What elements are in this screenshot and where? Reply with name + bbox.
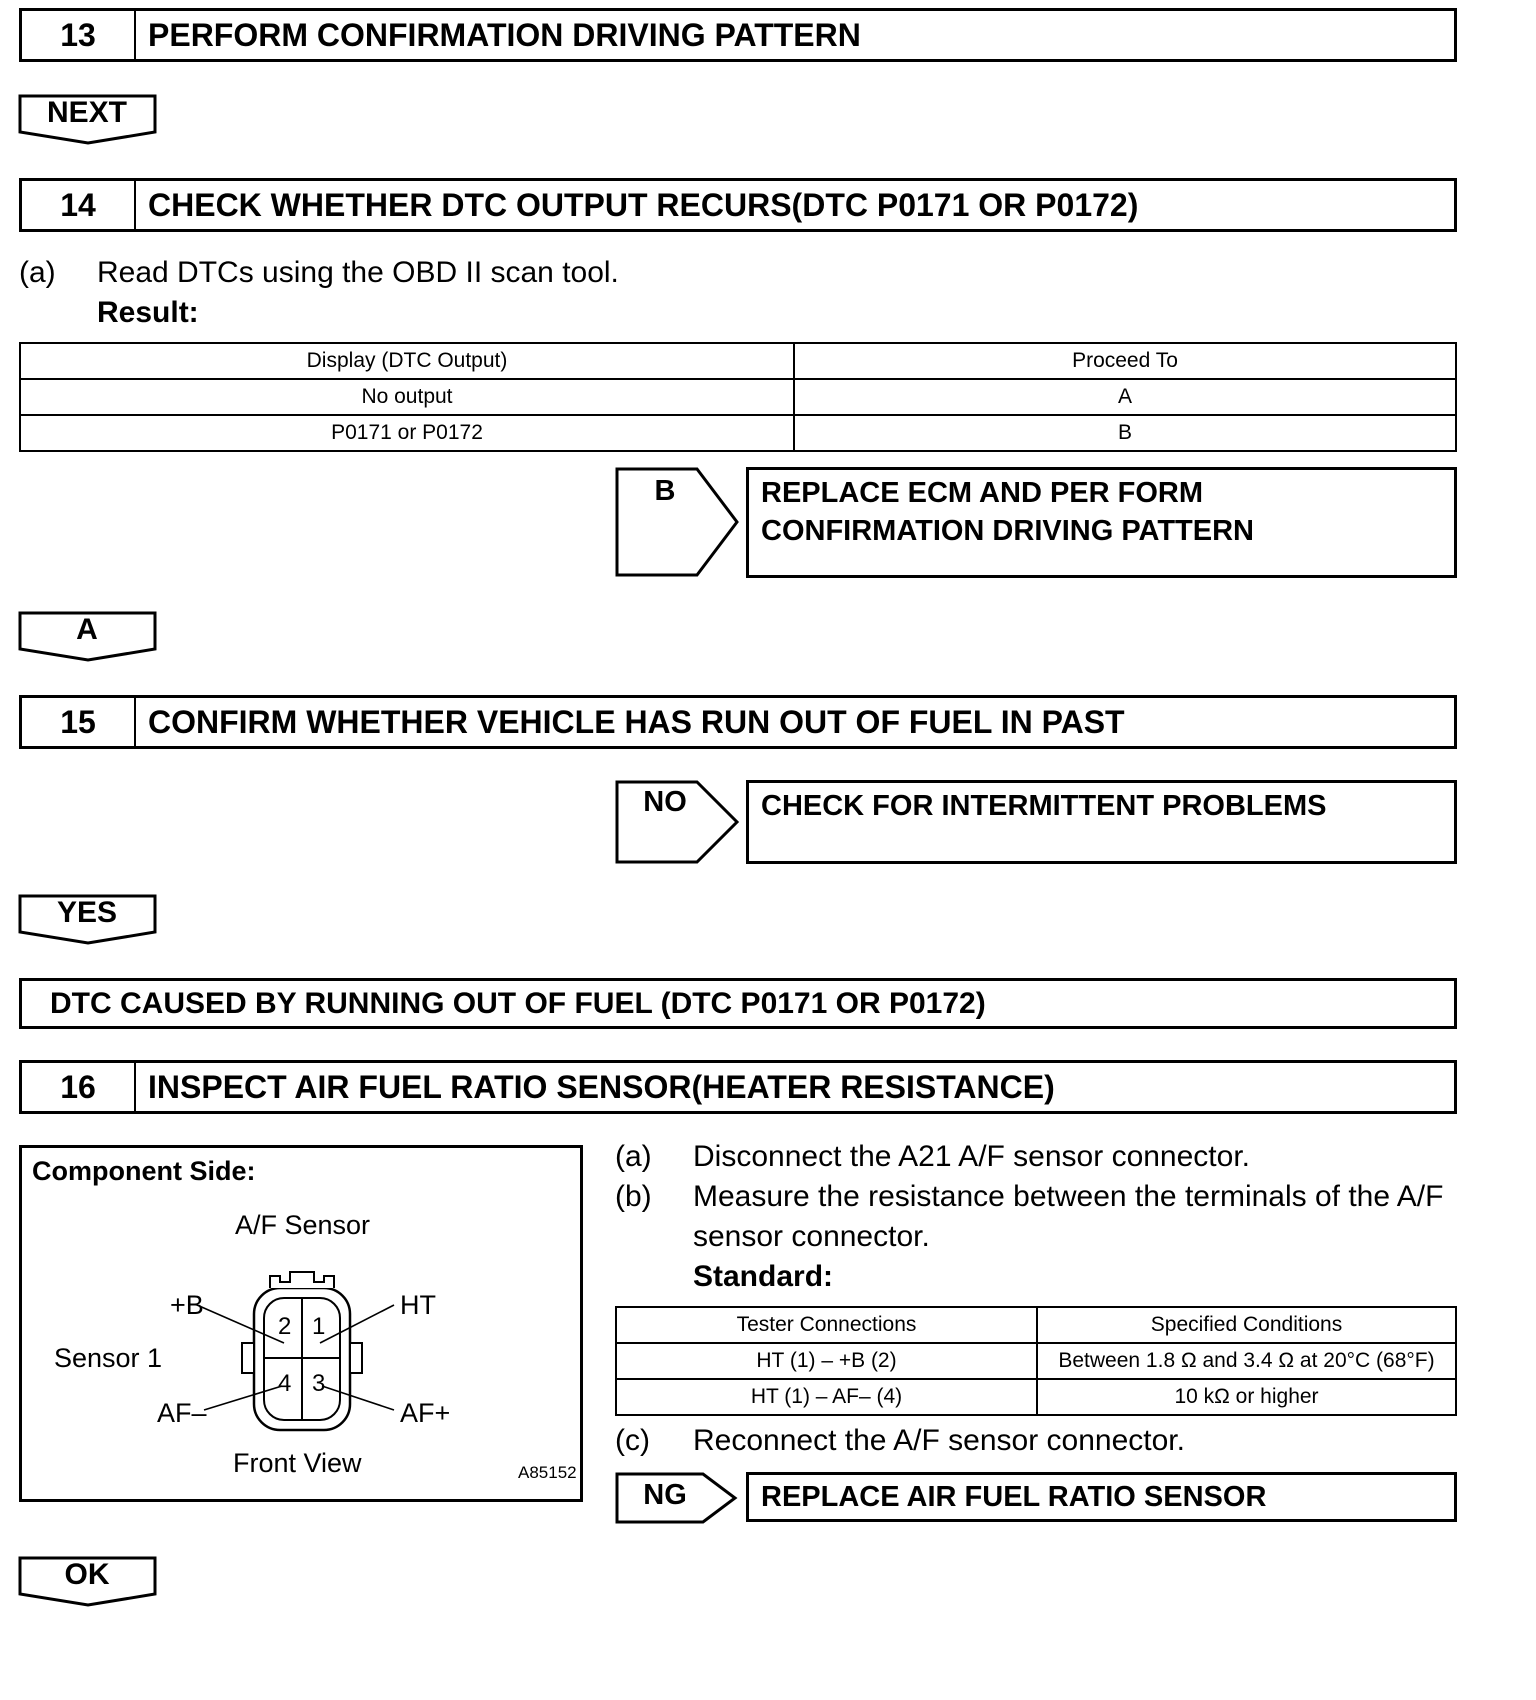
- table-cell: 10 kΩ or higher: [1037, 1379, 1456, 1415]
- pin-number-4: 4: [278, 1370, 292, 1397]
- step-number: 13: [22, 11, 136, 59]
- branch-ng-arrow: [615, 1472, 745, 1529]
- table-header-cell: Display (DTC Output): [20, 343, 794, 379]
- step-13-header: [19, 8, 1457, 62]
- step-title: INSPECT AIR FUEL RATIO SENSOR(HEATER RESISTANCE): [148, 1068, 1055, 1105]
- branch-label: NO: [643, 786, 687, 818]
- standard-label: Standard:: [693, 1260, 834, 1293]
- table-row: [20, 379, 1456, 415]
- step-number: 14: [22, 181, 136, 229]
- branch-text-line: REPLACE ECM AND PER FORM: [761, 477, 1203, 509]
- branch-no-box: [746, 780, 1457, 864]
- step-16-item-c: [615, 1424, 1185, 1458]
- tag-label: NEXT: [46, 96, 127, 129]
- item-marker: (a): [615, 1140, 652, 1173]
- branch-ng-box: [746, 1472, 1457, 1522]
- dtc-caused-box: [19, 978, 1457, 1029]
- table-header-cell: Proceed To: [794, 343, 1456, 379]
- sensor-name: A/F Sensor: [235, 1210, 371, 1240]
- pin-label-af-plus: AF+: [400, 1398, 451, 1428]
- item-text: Reconnect the A/F sensor connector.: [693, 1424, 1185, 1457]
- branch-text-line: CONFIRMATION DRIVING PATTERN: [761, 515, 1254, 547]
- tag-label: YES: [56, 896, 118, 929]
- pin-label-plus-b: +B: [170, 1290, 204, 1320]
- branch-b-arrow: [615, 467, 745, 584]
- step-16-header: [19, 1060, 1457, 1114]
- table-cell: Between 1.8 Ω and 3.4 Ω at 20°C (68°F): [1037, 1343, 1456, 1379]
- table-cell: No output: [20, 379, 794, 415]
- step-16-item-b: [615, 1180, 1443, 1214]
- dtc-caused-text: DTC CAUSED BY RUNNING OUT OF FUEL (DTC P0171 OR P0172): [50, 986, 986, 1020]
- table-cell: B: [794, 415, 1456, 451]
- item-marker: (c): [615, 1424, 650, 1457]
- yes-tag: [18, 894, 156, 946]
- pin-label-ht: HT: [400, 1290, 436, 1320]
- pin-number-2: 2: [278, 1313, 292, 1340]
- item-text: Measure the resistance between the terminals of the A/F: [693, 1180, 1444, 1213]
- step-14-item-a: [19, 256, 619, 290]
- branch-text: CHECK FOR INTERMITTENT PROBLEMS: [761, 790, 1327, 822]
- table-cell: A: [794, 379, 1456, 415]
- table-row: [616, 1343, 1456, 1379]
- branch-label: B: [654, 475, 676, 507]
- step-number: 15: [22, 698, 136, 746]
- next-tag: [18, 94, 156, 146]
- branch-no-arrow: [615, 780, 745, 870]
- sensor-label: Sensor 1: [54, 1343, 163, 1373]
- connector-figure: [19, 1145, 583, 1502]
- table-header-row: [20, 343, 1456, 379]
- table-cell: HT (1) – AF– (4): [616, 1379, 1037, 1415]
- step-number: 16: [22, 1063, 136, 1111]
- table-cell: P0171 or P0172: [20, 415, 794, 451]
- step-title: CONFIRM WHETHER VEHICLE HAS RUN OUT OF FUEL IN PAST: [148, 703, 1125, 740]
- result-table: [19, 342, 1457, 452]
- figure-code: A85152: [518, 1463, 577, 1482]
- item-marker: (a): [19, 256, 56, 289]
- item-text: Disconnect the A21 A/F sensor connector.: [693, 1140, 1250, 1173]
- ok-tag: [18, 1556, 156, 1608]
- table-header-cell: Specified Conditions: [1037, 1307, 1456, 1343]
- table-cell: HT (1) – +B (2): [616, 1343, 1037, 1379]
- step-16-item-b-cont: sensor connector.: [693, 1220, 930, 1253]
- branch-label: NG: [643, 1479, 687, 1511]
- front-view-label: Front View: [233, 1448, 362, 1478]
- standard-table: [615, 1306, 1457, 1416]
- a-tag: [18, 611, 156, 663]
- item-text: Read DTCs using the OBD II scan tool.: [97, 256, 619, 289]
- step-title: PERFORM CONFIRMATION DRIVING PATTERN: [148, 16, 861, 53]
- pin-number-3: 3: [312, 1370, 326, 1397]
- table-header-row: [616, 1307, 1456, 1343]
- step-title: CHECK WHETHER DTC OUTPUT RECURS(DTC P0171 OR P0172): [148, 186, 1139, 223]
- table-header-cell: Tester Connections: [616, 1307, 1037, 1343]
- branch-b-box: [746, 467, 1457, 578]
- table-row: [20, 415, 1456, 451]
- item-marker: (b): [615, 1180, 652, 1213]
- result-label: Result:: [97, 296, 199, 329]
- branch-text: REPLACE AIR FUEL RATIO SENSOR: [761, 1481, 1267, 1513]
- step-16-item-a: [615, 1140, 1250, 1174]
- tag-label: A: [76, 613, 98, 646]
- step-15-header: [19, 695, 1457, 749]
- step-14-header: [19, 178, 1457, 232]
- figure-heading: Component Side:: [32, 1156, 256, 1186]
- pin-number-1: 1: [312, 1313, 326, 1340]
- table-row: [616, 1379, 1456, 1415]
- pin-label-af-minus: AF–: [157, 1398, 207, 1428]
- tag-label: OK: [64, 1558, 110, 1591]
